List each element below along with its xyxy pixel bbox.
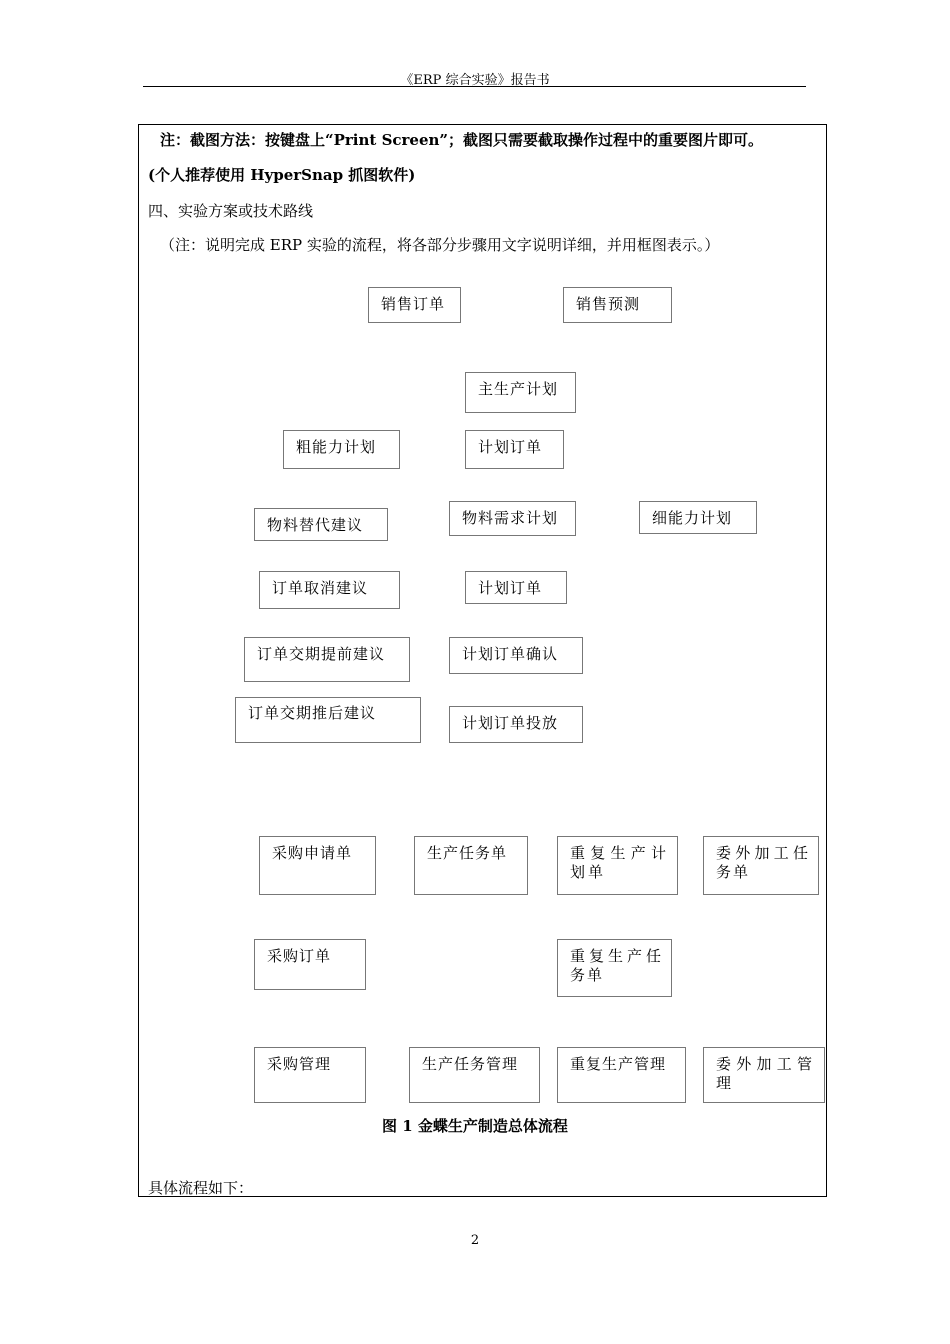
- page-header: 《ERP 综合实验》报告书: [400, 73, 550, 88]
- section-instruction: （注：说明完成 ERP 实验的流程，将各部分步骤用文字说明详细，并用框图表示。）: [160, 236, 720, 254]
- screenshot-note: 注：截图方法：按键盘上“Print Screen”；截图只需要截取操作过程中的重要图片即可。: [160, 131, 764, 149]
- box-order-advance: 订单交期提前建议: [244, 637, 410, 682]
- box-mrp: 物料需求计划: [449, 501, 576, 536]
- box-rough-capacity-plan: 粗能力计划: [283, 430, 400, 469]
- box-repetitive-production-task: 重复生产任务单: [557, 939, 672, 997]
- software-recommendation: (个人推荐使用 HyperSnap 抓图软件): [148, 166, 416, 184]
- box-purchase-request: 采购申请单: [259, 836, 376, 895]
- box-purchase-management: 采购管理: [254, 1047, 366, 1103]
- box-master-production-plan: 主生产计划: [465, 372, 576, 413]
- detail-intro: 具体流程如下：: [148, 1179, 254, 1197]
- box-purchase-order: 采购订单: [254, 939, 366, 990]
- box-repetitive-production-management: 重复生产管理: [557, 1047, 686, 1103]
- box-repetitive-production-plan: 重复生产计划单: [557, 836, 678, 895]
- box-planned-order: 计划订单: [465, 430, 564, 469]
- section-heading: 四、实验方案或技术路线: [148, 202, 314, 220]
- page-number: 2: [470, 1233, 480, 1248]
- box-production-task-management: 生产任务管理: [409, 1047, 540, 1103]
- box-production-task: 生产任务单: [414, 836, 528, 895]
- box-planned-order-2: 计划订单: [465, 571, 567, 604]
- figure-caption: 图 1 金蝶生产制造总体流程: [382, 1117, 568, 1135]
- box-planned-order-release: 计划订单投放: [449, 706, 583, 743]
- header-rule: [143, 86, 806, 87]
- box-planned-order-confirm: 计划订单确认: [449, 637, 583, 674]
- box-material-substitute: 物料替代建议: [254, 508, 388, 541]
- box-outsourcing-management: 委外加工管理: [703, 1047, 825, 1103]
- box-outsourcing-task: 委外加工任务单: [703, 836, 819, 895]
- box-fine-capacity-plan: 细能力计划: [639, 501, 757, 534]
- box-sales-forecast: 销售预测: [563, 287, 672, 323]
- box-order-cancel: 订单取消建议: [259, 571, 400, 609]
- box-order-delay: 订单交期推后建议: [235, 697, 421, 743]
- box-sales-order: 销售订单: [368, 287, 461, 323]
